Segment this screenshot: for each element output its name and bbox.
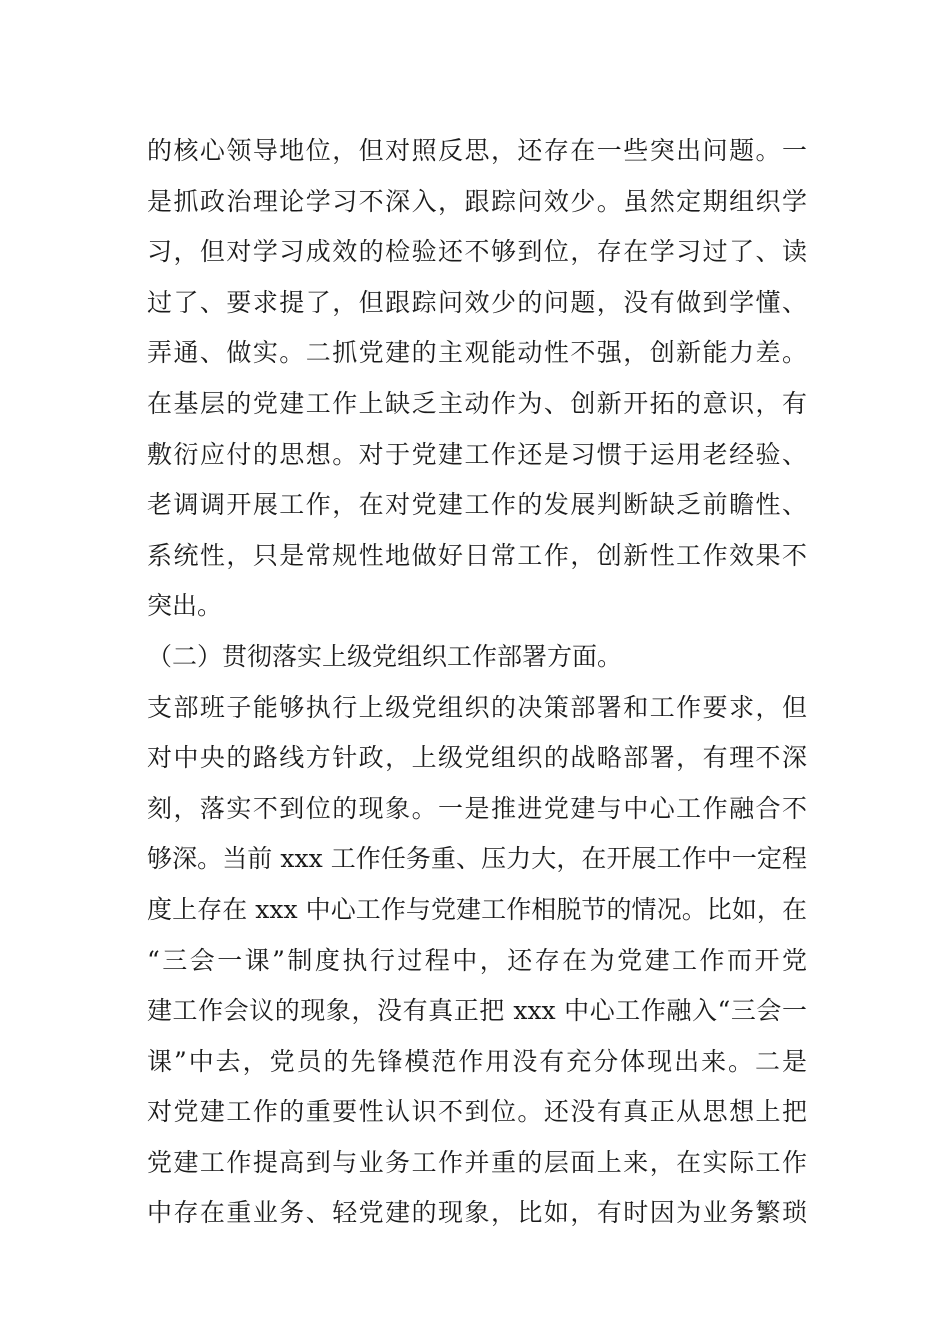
text-line-9: 系统性，只是常规性地做好日常工作，创新性工作效果不	[147, 540, 807, 570]
text-line-22: 中存在重业务、轻党建的现象，比如，有时因为业务繁琐	[147, 1198, 807, 1228]
text-line-3: 习，但对学习成效的检验还不够到位，存在学习过了、读	[147, 237, 807, 267]
text-line-13: 对中央的路线方针政，上级党组织的战略部署，有理不深	[147, 743, 807, 773]
text-line-16: 度上存在 xxx 中心工作与党建工作相脱节的情况。比如，在	[147, 894, 807, 924]
text-line-8: 老调调开展工作，在对党建工作的发展判断缺乏前瞻性、	[147, 490, 807, 520]
text-line-1: 的核心领导地位，但对照反思，还存在一些突出问题。一	[147, 136, 807, 165]
text-line-7: 敷衍应付的思想。对于党建工作还是习惯于运用老经验、	[147, 439, 807, 469]
text-line-6: 在基层的党建工作上缺乏主动作为、创新开拓的意识，有	[147, 388, 807, 418]
text-line-10: 突出。	[147, 591, 223, 621]
text-line-5: 弄通、做实。二抓党建的主观能动性不强，创新能力差。	[147, 338, 807, 368]
body-text	[147, 126, 807, 1239]
text-line-20: 对党建工作的重要性认识不到位。还没有真正从思想上把	[147, 1097, 807, 1127]
text-line-2: 是抓政治理论学习不深入，跟踪问效少。虽然定期组织学	[147, 186, 807, 216]
section-heading: （二）贯彻落实上级党组织工作部署方面。	[147, 641, 623, 671]
text-line-19: 课”中去，党员的先锋模范作用没有充分体现出来。二是	[147, 1046, 807, 1076]
text-line-14: 刻，落实不到位的现象。一是推进党建与中心工作融合不	[147, 793, 807, 823]
text-line-21: 党建工作提高到与业务工作并重的层面上来，在实际工作	[147, 1147, 807, 1177]
text-line-4: 过了、要求提了，但跟踪问效少的问题，没有做到学懂、	[147, 287, 807, 317]
text-line-18: 建工作会议的现象，没有真正把 xxx 中心工作融入“三会一	[147, 996, 807, 1026]
text-line-15: 够深。当前 xxx 工作任务重、压力大，在开展工作中一定程	[147, 844, 807, 874]
text-line-12: 支部班子能够执行上级党组织的决策部署和工作要求，但	[147, 692, 807, 722]
text-line-17: “三会一课”制度执行过程中，还存在为党建工作而开党	[147, 945, 807, 975]
